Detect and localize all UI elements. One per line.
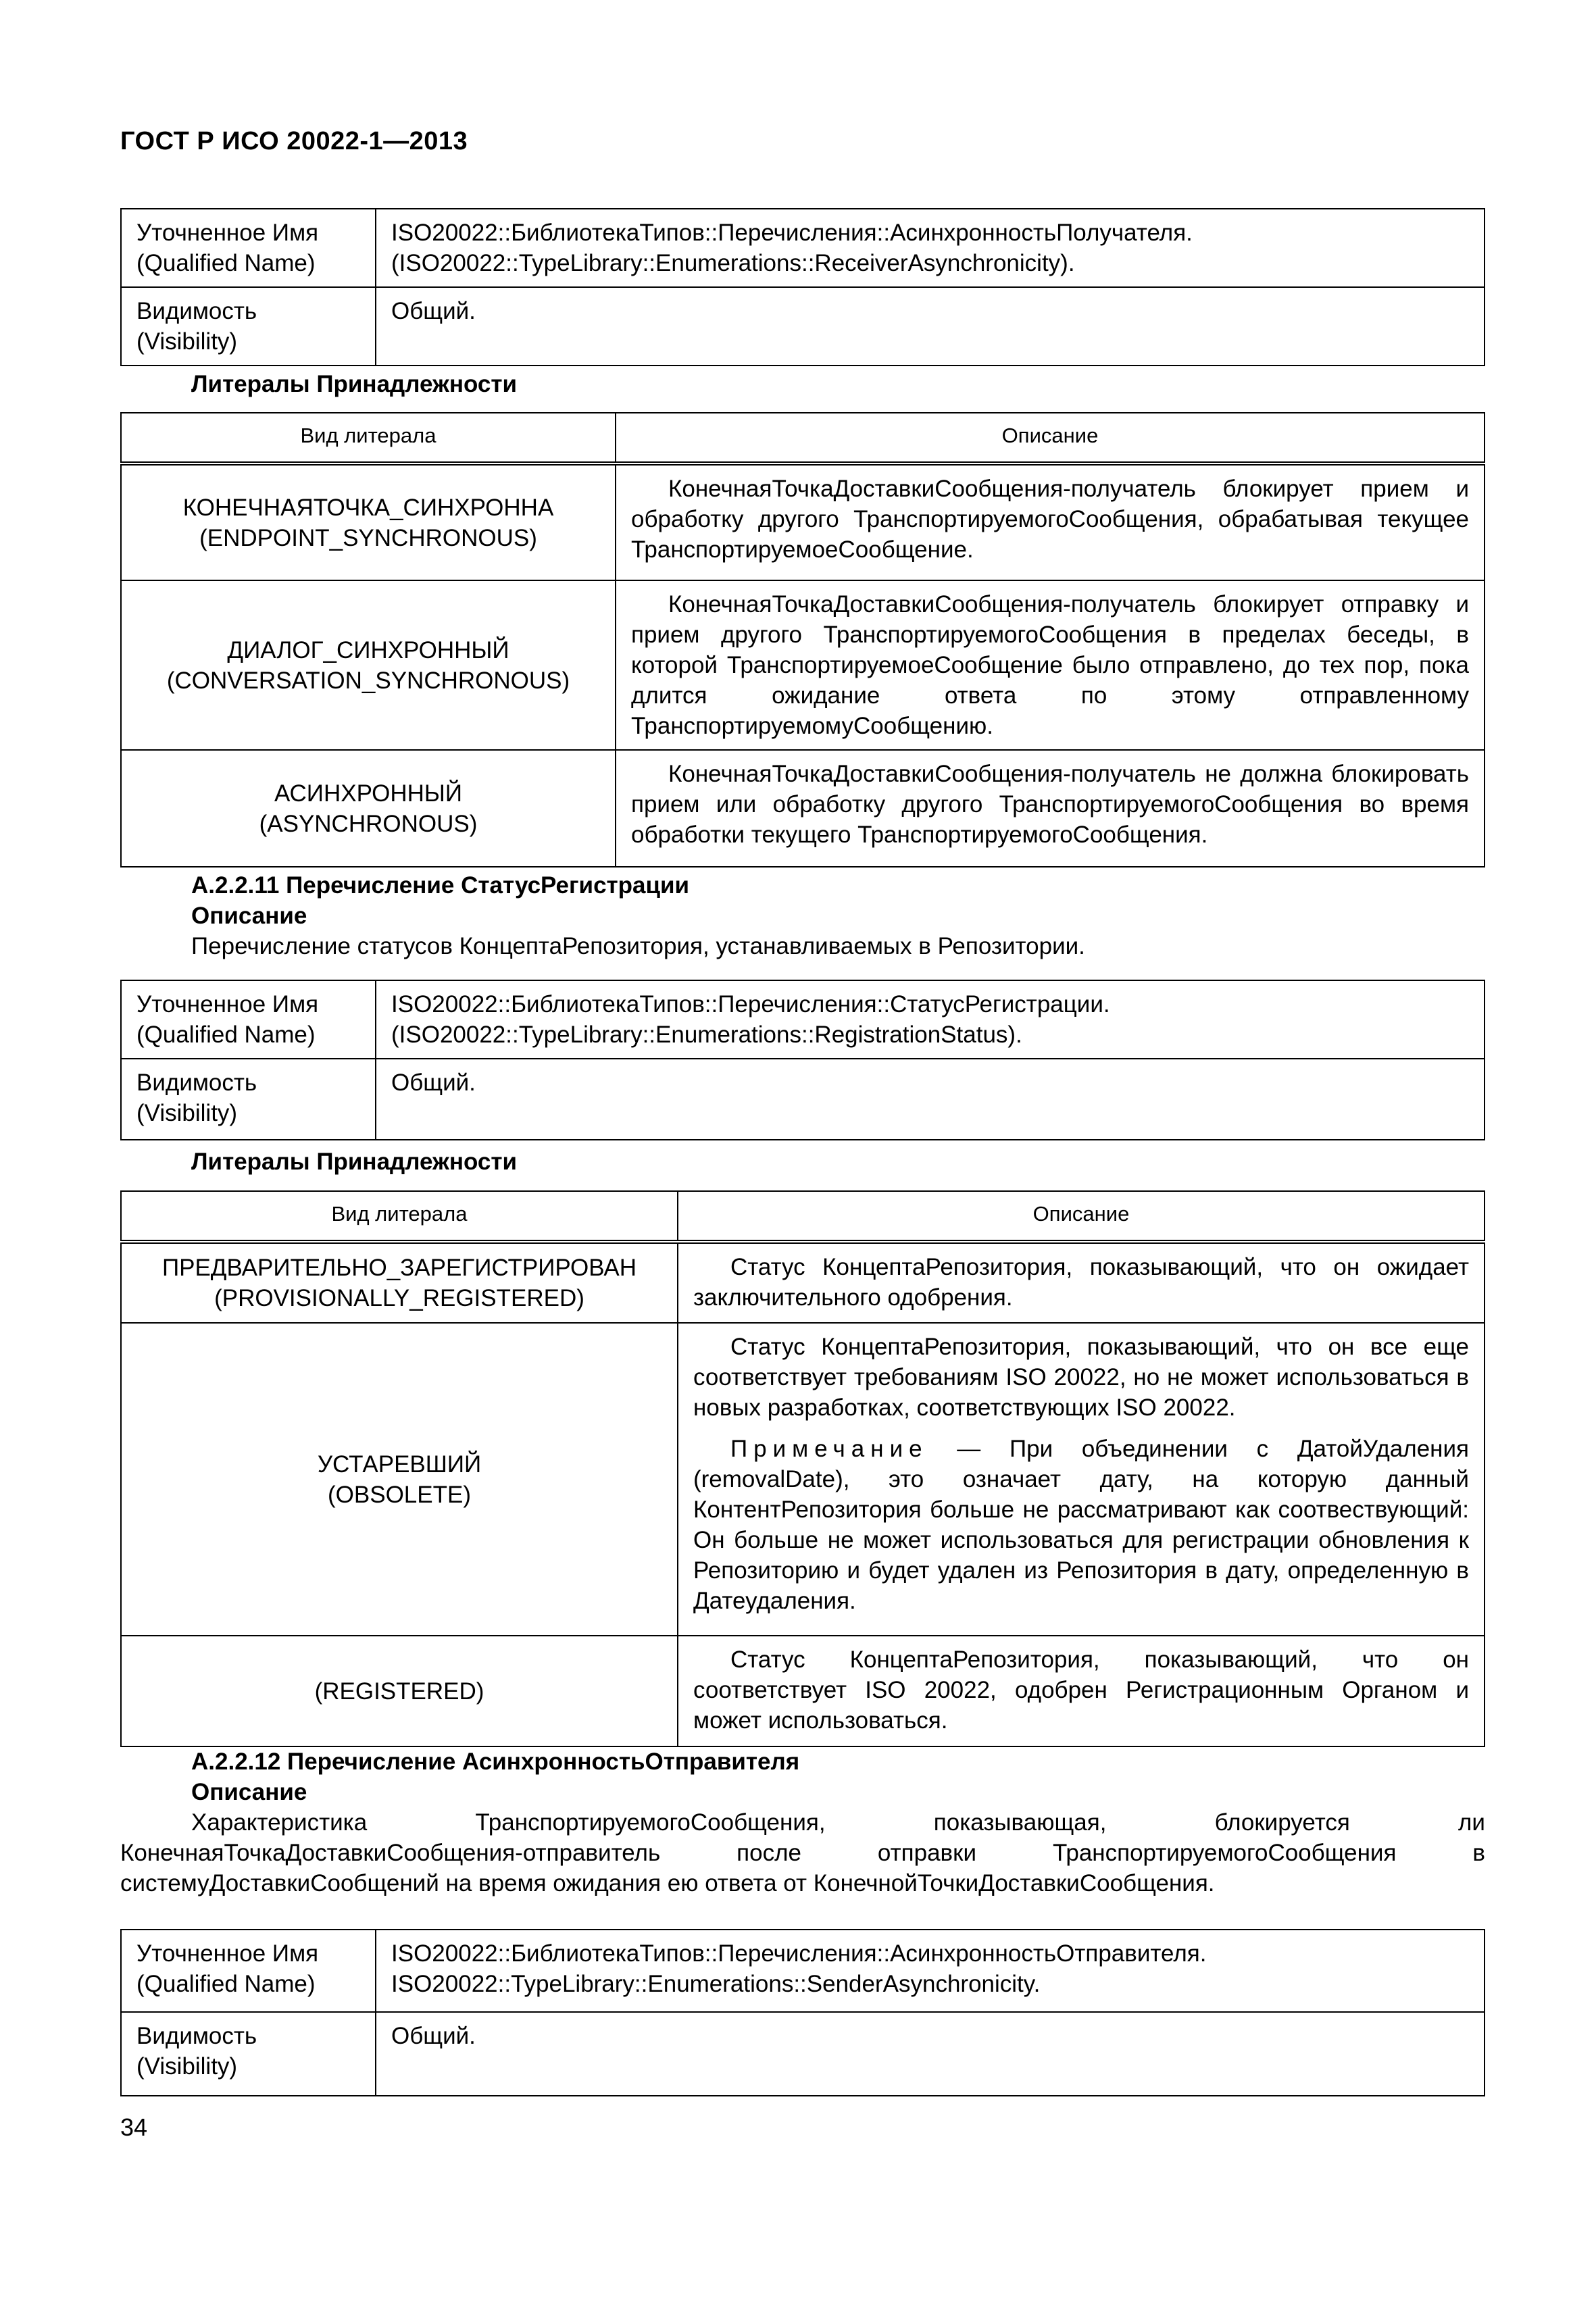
qualified-name-value: ISO20022::БиблиотекаТипов::Перечисления::АсинхронностьОтправителя. ISO20022::TypeLibrary::Enumerations::SenderAsynchronicity.	[376, 1930, 1485, 2012]
literal-name: (REGISTERED)	[121, 1636, 678, 1746]
visibility-label: Видимость (Visibility)	[121, 287, 376, 366]
visibility-value: Общий.	[376, 287, 1485, 366]
table-header-row	[121, 1191, 1485, 1242]
section-title-registration-status: А.2.2.11 Перечисление СтатусРегистрации	[191, 872, 690, 899]
table-row	[121, 287, 1485, 366]
section-description: Перечисление статусов КонцептаРепозитория, устанавливаемых в Репозитории.	[191, 933, 1085, 959]
literal-description: КонечнаяТочкаДоставкиСообщения-получатель блокирует прием и обработку другого ТранспортируемогоСообщения, обрабатывая текущее ТранспортируемоеСообщение.	[616, 463, 1485, 580]
qualified-name-value: ISO20022::БиблиотекаТипов::Перечисления::СтатусРегистрации. (ISO20022::TypeLibrary::Enumerations::RegistrationStatus).	[376, 980, 1485, 1059]
table-row	[121, 1242, 1485, 1323]
visibility-value: Общий.	[376, 1059, 1485, 1140]
table-row	[121, 463, 1485, 580]
literals-heading: Литералы Принадлежности	[191, 371, 518, 397]
literal-name: КОНЕЧНАЯТОЧКА_СИНХРОННА (ENDPOINT_SYNCHRONOUS)	[121, 463, 616, 580]
table-row	[121, 580, 1485, 750]
table-row	[121, 1636, 1485, 1746]
qualified-name-value: ISO20022::БиблиотекаТипов::Перечисления::АсинхронностьПолучателя. (ISO20022::TypeLibrary::Enumerations::ReceiverAsynchronicity).	[376, 209, 1485, 287]
qualified-name-table-sender	[120, 1929, 1485, 2096]
table-row	[121, 209, 1485, 287]
qualified-name-table-registration	[120, 980, 1485, 1140]
literal-name: ПРЕДВАРИТЕЛЬНО_ЗАРЕГИСТРИРОВАН (PROVISIONALLY_REGISTERED)	[121, 1242, 678, 1323]
table-header-row	[121, 413, 1485, 463]
column-header-literal: Вид литерала	[121, 1191, 678, 1242]
note-paragraph: Примечание — При объединении с ДатойУдаления (removalDate), это означает дату, на которую данный КонтентРепозитория больше не рассматривают как соотвествующий: Он больше не может использоваться для регистрации обновления к Репозиторию и будет удален из Репозитория в дату, определенную в Датеудаления.	[693, 1436, 1469, 1614]
table-row	[121, 2012, 1485, 2096]
table-row	[121, 1930, 1485, 2012]
visibility-label: Видимость (Visibility)	[121, 2012, 376, 2096]
literals-table-registration	[120, 1190, 1485, 1747]
literals-heading: Литералы Принадлежности	[191, 1149, 518, 1175]
literal-name: УСТАРЕВШИЙ (OBSOLETE)	[121, 1323, 678, 1636]
section-description: Характеристика ТранспортируемогоСообщения, показывающая, блокируется ли КонечнаяТочкаДоставкиСообщения-отправитель после отправки ТранспортируемогоСообщения в системуДоставкиСообщений на время ожидания ею ответа от КонечнойТочкиДоставкиСообщения.	[120, 1809, 1485, 1896]
section-title-sender-asynchronicity: А.2.2.12 Перечисление АсинхронностьОтправителя	[191, 1749, 800, 1775]
literal-name: ДИАЛОГ_СИНХРОННЫЙ (CONVERSATION_SYNCHRONOUS)	[121, 580, 616, 750]
visibility-value: Общий.	[376, 2012, 1485, 2096]
table-row	[121, 1323, 1485, 1636]
note-label: Примечание	[730, 1436, 928, 1462]
column-header-literal: Вид литерала	[121, 413, 616, 463]
description-label: Описание	[191, 903, 307, 929]
qualified-name-label: Уточненное Имя (Qualified Name)	[121, 209, 376, 287]
literal-description: Статус КонцептаРепозитория, показывающий, что он ожидает заключительного одобрения.	[678, 1242, 1485, 1323]
description-label: Описание	[191, 1779, 307, 1805]
table-row	[121, 980, 1485, 1059]
visibility-label: Видимость (Visibility)	[121, 1059, 376, 1140]
qualified-name-table-receiver	[120, 208, 1485, 366]
column-header-description: Описание	[616, 413, 1485, 463]
running-header: ГОСТ Р ИСО 20022-1—2013	[120, 127, 468, 155]
column-header-description: Описание	[678, 1191, 1485, 1242]
literal-description: Статус КонцептаРепозитория, показывающий, что он соответствует ISO 20022, одобрен Регистрационным Органом и может использоваться.	[678, 1636, 1485, 1746]
qualified-name-label: Уточненное Имя (Qualified Name)	[121, 980, 376, 1059]
table-row	[121, 750, 1485, 867]
literal-description: КонечнаяТочкаДоставкиСообщения-получатель не должна блокировать прием или обработку другого ТранспортируемогоСообщения во время обработки текущего ТранспортируемогоСообщения.	[616, 750, 1485, 867]
qualified-name-label: Уточненное Имя (Qualified Name)	[121, 1930, 376, 2012]
literals-table-receiver	[120, 412, 1485, 867]
literal-description: Статус КонцептаРепозитория, показывающий, что он все еще соответствует требованиям ISO 20022, но не может использоваться в новых разработках, соответствующих ISO 20022. Примечание — При объединении с ДатойУдаления (removalDate), это означает дату, на которую данный КонтентРепозитория больше не рассматривают как соотвествующий: Он больше не может использоваться для регистрации обновления к Репозиторию и будет удален из Репозитория в дату, определенную в Датеудаления.	[678, 1323, 1485, 1636]
literal-name: АСИНХРОННЫЙ (ASYNCHRONOUS)	[121, 750, 616, 867]
table-row	[121, 1059, 1485, 1140]
page-number: 34	[120, 2113, 148, 2141]
literal-description: КонечнаяТочкаДоставкиСообщения-получатель блокирует отправку и прием другого ТранспортируемогоСообщения в пределах беседы, в которой ТранспортируемоеСообщение было отправлено, до тех пор, пока длится ожидание ответа по этому отправленному ТранспортируемомуСообщению.	[616, 580, 1485, 750]
